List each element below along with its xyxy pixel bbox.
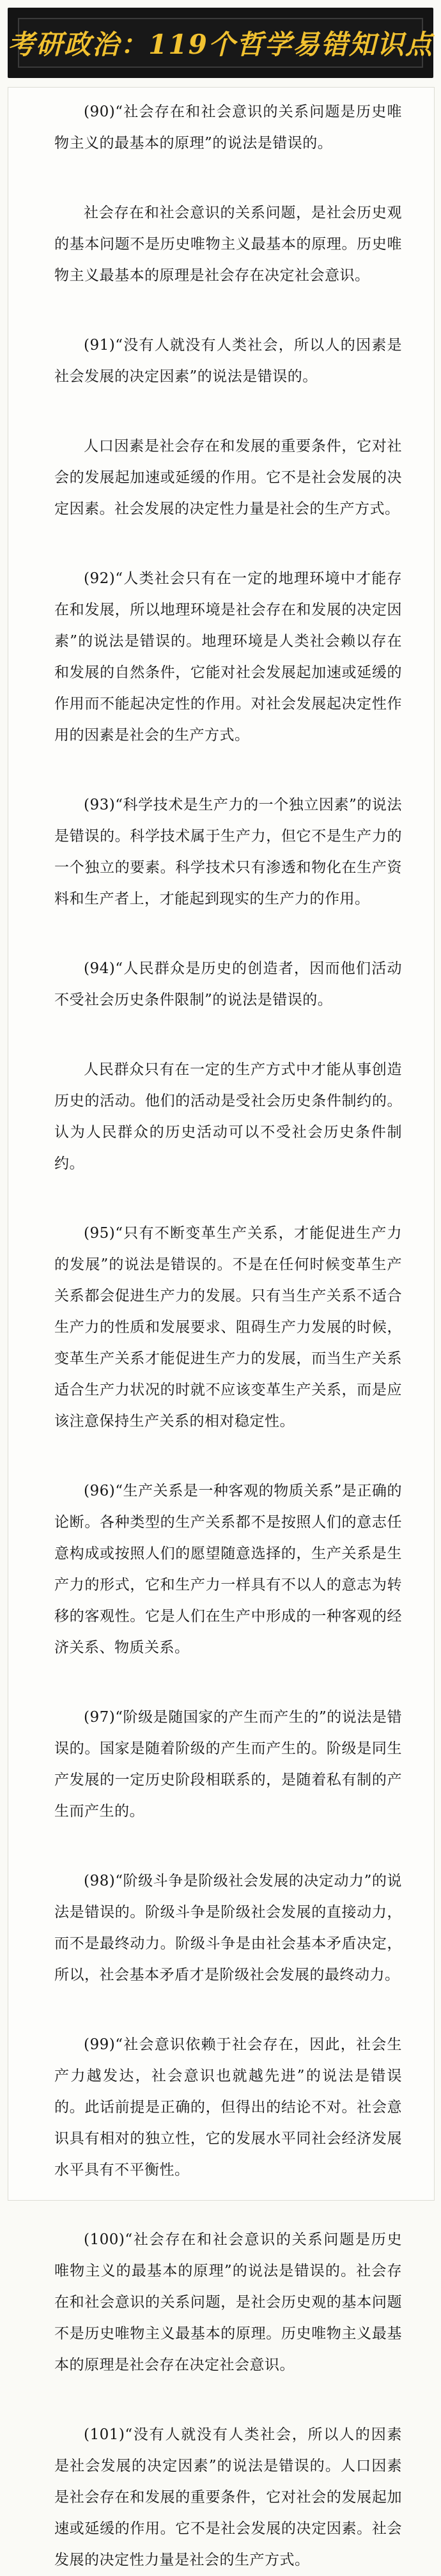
paragraph: (90)“社会存在和社会意识的关系问题是历史唯物主义的最基本的原理”的说法是错误的。 bbox=[54, 104, 402, 152]
paragraph: (97)“阶级是随国家的产生而产生的”的说法是错误的。国家是随着阶级的产生而产生的。阶级是同生产发展的一定历史阶段相联系的，是随着私有制的产生而产生的。 bbox=[54, 1709, 402, 1820]
paragraph: (96)“生产关系是一种客观的物质关系”是正确的论断。各种类型的生产关系都不是按照人们的意志任意构成或按照人们的愿望随意选择的，生产关系是生产力的形式，它和生产力一样具有不以人的意志为转移的客观性。它是人们在生产中形成的一种客观的经济关系、物质关系。 bbox=[54, 1483, 402, 1656]
paragraph: (94)“人民群众是历史的创造者，因而他们活动不受社会历史条件限制”的说法是错误的。 bbox=[54, 960, 402, 1008]
paragraph: (98)“阶级斗争是阶级社会发展的决定动力”的说法是错误的。阶级斗争是阶级社会发展的直接动力，而不是最终动力。阶级斗争是由社会基本矛盾决定，所以，社会基本矛盾才是阶级社会发展的最终动力。 bbox=[54, 1873, 402, 1983]
title-frame bbox=[8, 18, 433, 68]
paragraph: (100)“社会存在和社会意识的关系问题是历史唯物主义的最基本的原理”的说法是错误的。社会存在和社会意识的关系问题，是社会历史观的基本问题不是历史唯物主义最基本的原理。历史唯物主义最基本的原理是社会存在决定社会意识。 bbox=[54, 2231, 402, 2373]
paragraph: 人民群众只有在一定的生产方式中才能从事创造历史的活动。他们的活动是受社会历史条件制约的。认为人民群众的历史活动可以不受社会历史条件制约。 bbox=[54, 1061, 402, 1172]
paragraph: (91)“没有人就没有人类社会，所以人的因素是社会发展的决定因素”的说法是错误的。 bbox=[54, 337, 402, 385]
paragraph: (93)“科学技术是生产力的一个独立因素”的说法是错误的。科学技术属于生产力，但它不是生产力的一个独立的要素。科学技术只有渗透和物化在生产资料和生产者上，才能起到现实的生产力的作用。 bbox=[54, 797, 402, 907]
paragraph: 社会存在和社会意识的关系问题，是社会历史观的基本问题不是历史唯物主义最基本的原理。历史唯物主义最基本的原理是社会存在决定社会意识。 bbox=[54, 205, 402, 284]
paragraph: (92)“人类社会只有在一定的地理环境中才能存在和发展，所以地理环境是社会存在和发展的决定因素”的说法是错误的。地理环境是人类社会赖以存在和发展的自然条件，它能对社会发展起加速或延缓的作用而不能起决定性的作用。对社会发展起决定性作用的因素是社会的生产方式。 bbox=[54, 570, 402, 744]
paragraph: (95)“只有不断变革生产关系，才能促进生产力的发展”的说法是错误的。不是在任何时候变革生产关系都会促进生产力的发展。只有当生产关系不适合生产力的性质和发展要求、阻碍生产力发展的时候，变革生产关系才能促进生产力的发展，而当生产关系适合生产力状况的时就不应该变革生产关系，而是应该注意保持生产关系的相对稳定性。 bbox=[54, 1225, 402, 1430]
paragraph: (101)“没有人就没有人类社会，所以人的因素是社会发展的决定因素”的说法是错误的。人口因素是社会存在和发展的重要条件，它对社会的发展起加速或延缓的作用。它不是社会发展的决定因素。社会发展的决定性力量是社会的生产方式。 bbox=[54, 2426, 402, 2568]
paragraph: (99)“社会意识依赖于社会存在，因此，社会生产力越发达，社会意识也就越先进”的说法是错误的。此话前提是正确的，但得出的结论不对。社会意识具有相对的独立性，它的发展水平同社会经济发展水平具有不平衡性。 bbox=[54, 2036, 402, 2178]
paragraph: 人口因素是社会存在和发展的重要条件，它对社会的发展起加速或延缓的作用。它不是社会发展的决定因素。社会发展的决定性力量是社会的生产方式。 bbox=[54, 438, 402, 517]
title-banner bbox=[8, 8, 433, 78]
article-body bbox=[8, 87, 435, 2568]
page-title: 考研政治：119个哲学易错知识点 bbox=[8, 29, 433, 60]
article-content bbox=[8, 88, 434, 2576]
